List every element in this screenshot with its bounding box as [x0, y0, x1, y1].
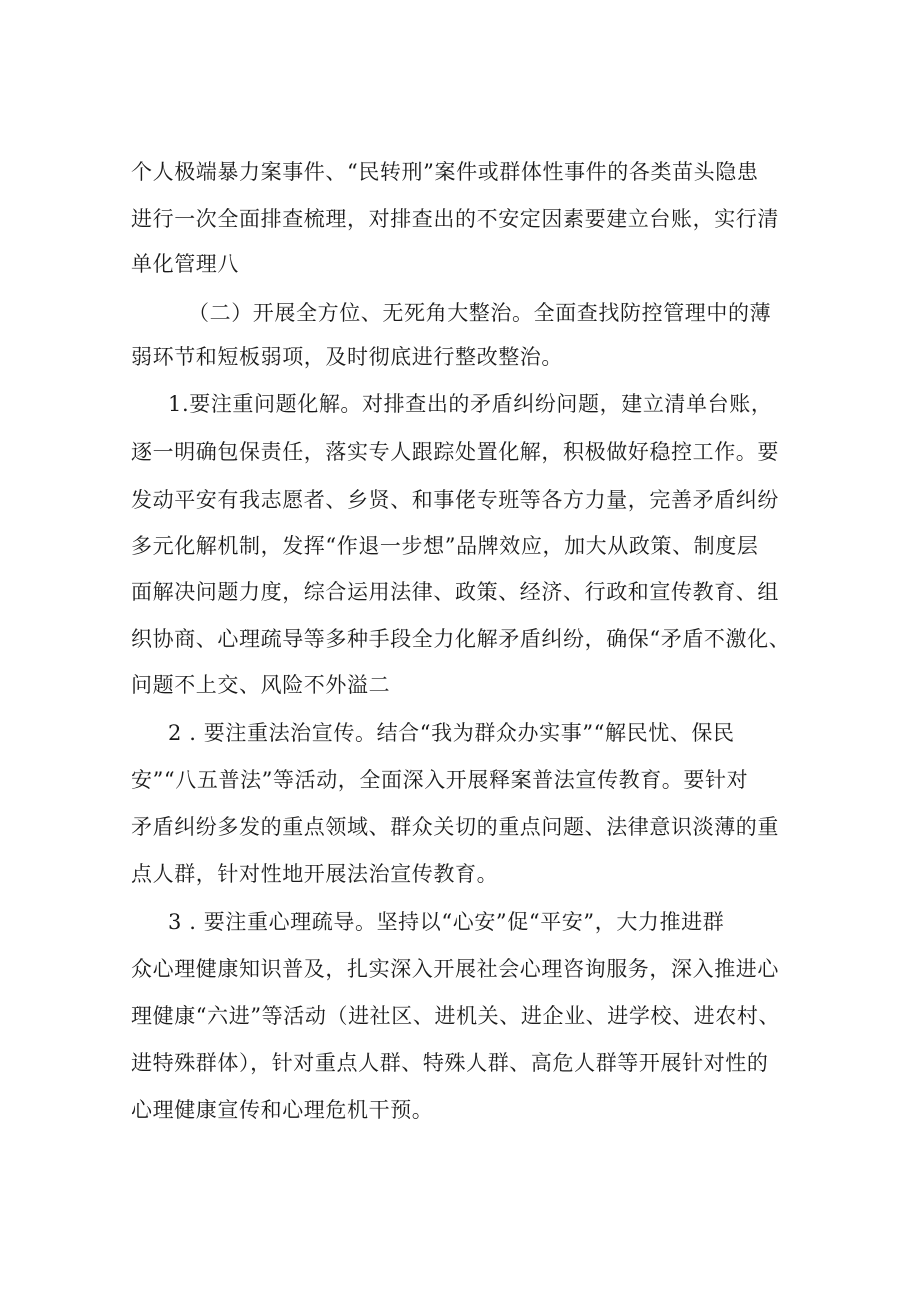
text-line: 进特殊群体），针对重点人群、特殊人群、高危人群等开展针对性的: [131, 1051, 769, 1075]
text-line: （二）开展全方位、无死角大整治。全面查找防控管理中的薄: [188, 301, 772, 325]
text-line: 3 . 要注重心理疏导。坚持以“心安”促“平安”，大力推进群: [168, 910, 725, 934]
text-line: 点人群，针对性地开展法治宣传教育。: [131, 862, 499, 886]
text-line: 单化管理八: [131, 252, 239, 276]
text-line: 问题不上交、风险不外溢二: [131, 673, 391, 697]
text-line: 心理健康宣传和心理危机干预。: [131, 1098, 434, 1122]
text-line: 面解决问题力度，综合运用法律、政策、经济、行政和宣传教育、组: [131, 580, 779, 604]
text-line: 弱环节和短板弱项，及时彻底进行整改整治。: [131, 345, 563, 369]
text-line: 发动平安有我志愿者、乡贤、和事佬专班等各方力量，完善矛盾纠纷: [131, 488, 779, 512]
text-line: 2 . 要注重法治宣传。结合“我为群众办实事”“解民忧、保民: [168, 721, 735, 745]
text-line: 理健康“六进”等活动（进社区、进机关、进企业、进学校、进农村、: [131, 1004, 781, 1028]
text-line: 逐一明确包保责任，落实专人跟踪处置化解，积极做好稳控工作。要: [131, 440, 779, 464]
text-line: 1.要注重问题化解。对排查出的矛盾纠纷问题，建立清单台账，: [168, 392, 773, 416]
text-line: 安”“八五普法”等活动，全面深入开展释案普法宣传教育。要针对: [131, 768, 749, 792]
text-line: 众心理健康知识普及，扎实深入开展社会心理咨询服务，深入推进心: [131, 957, 779, 981]
text-line: 矛盾纠纷多发的重点领域、群众关切的重点问题、法律意识淡薄的重: [131, 815, 779, 839]
text-line: 个人极端暴力案事件、“民转刑”案件或群体性事件的各类苗头隐患: [131, 160, 759, 184]
text-line: 多元化解机制，发挥“作退一步想”品牌效应，加大从政策、制度层: [131, 534, 759, 558]
text-line: 织协商、心理疏导等多种手段全力化解矛盾纠纷，确保“矛盾不激化、: [131, 627, 791, 651]
text-line: 进行一次全面排查梳理，对排查出的不安定因素要建立台账，实行清: [131, 207, 779, 231]
